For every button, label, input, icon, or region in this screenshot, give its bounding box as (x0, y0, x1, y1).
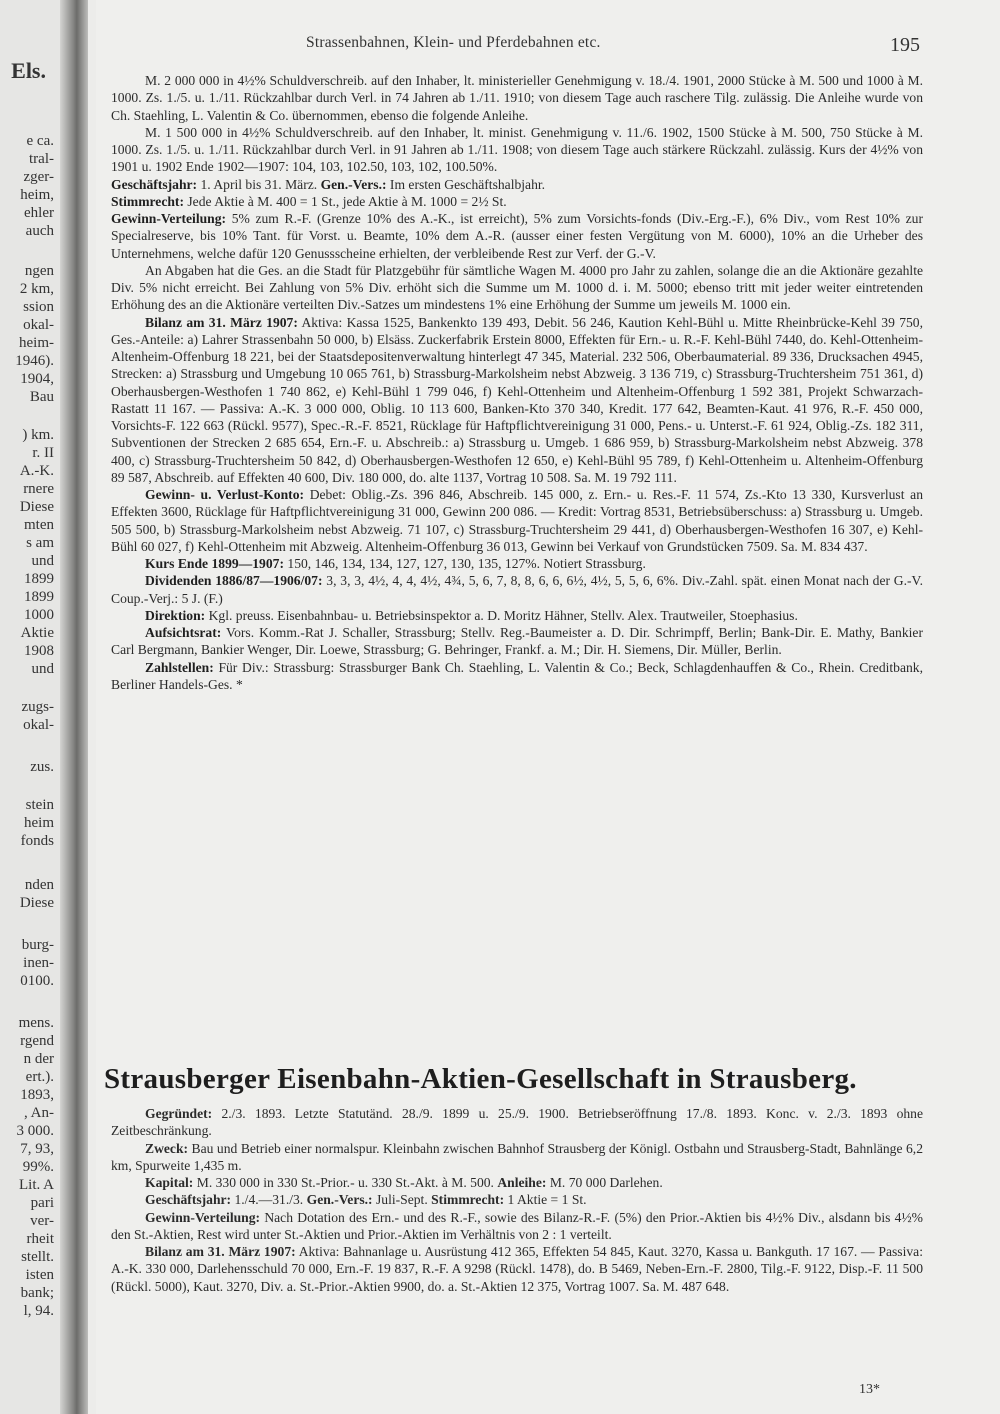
paying-agents-entry: Zahlstellen: Für Div.: Strassburg: Strassburger Bank Ch. Staehling, L. Valentin & Co.; Beck, Schlagdenhauffen & Co., Rhein. Creditbank, Berliner Handels-Ges. * (111, 659, 923, 692)
margin-fragment: 1908 (24, 643, 54, 659)
margin-fragment: tral- (29, 151, 54, 167)
margin-fragment: r. II (32, 445, 54, 461)
supervisory-board-entry: Aufsichtsrat: Vors. Komm.-Rat J. Schaller, Strassburg; Stellv. Reg.-Baumeister a. D. Dir. Schrimpff, Berlin; Bank-Dir. E. Mathy, Bankier Carl Bergmann, Bankier Wenger, Dir. Loewe, Strassburg; G. Behringer, Frankf. a. M.; Dir. H. Siemens, Dir. Müller, Berlin. (111, 625, 923, 658)
margin-fragment: auch (25, 223, 54, 239)
margin-fragment: , An- (24, 1105, 54, 1121)
margin-fragment: stein (25, 797, 54, 813)
levies-paragraph: An Abgaben hat die Ges. an die Stadt für Platzgebühr für sämtliche Wagen M. 4000 pro Jahr zu zahlen, solange die an die Aktionäre gezahlte Div. 5% nicht erreicht. Bei Zahlung von 5% Div. erhöht sich die Summe um M. 1000 d. i. M. 5000; ebenso tritt mit jeder weiter eintretenden Erhöhung des an die Aktionäre verteilten Div.-Satzes um mindestens 1% eine Erhöhung der Summe um jeweils M. 1000 ein. (111, 262, 923, 313)
margin-fragment: 0100. (20, 973, 54, 989)
margin-fragment: rnere (23, 481, 54, 497)
share-price-entry: Kurs Ende 1899—1907: 150, 146, 134, 134, 127, 127, 130, 135, 127%. Notiert Strassburg. (145, 556, 646, 571)
section-title-strausberg: Strausberger Eisenbahn-Aktien-Gesellschaft in Strausberg. (104, 1063, 857, 1095)
margin-fragment: zger- (23, 169, 54, 185)
capital-entry: Kapital: M. 330 000 in 330 St.-Prior.- u. 330 St.-Akt. à M. 500. Anleihe: M. 70 000 Darlehen. (145, 1175, 663, 1190)
margin-fragment: okal- (23, 317, 54, 333)
margin-fragment: Lit. A (18, 1177, 54, 1193)
margin-fragment: 1899 (24, 571, 54, 587)
margin-fragment: Bau (29, 389, 54, 405)
margin-fragment: nden (24, 877, 54, 893)
margin-fragment: 3 000. (16, 1123, 54, 1139)
founded-entry: Gegründet: 2./3. 1893. Letzte Statutänd. 28./9. 1899 u. 25./9. 1900. Betriebseröffnung 17./8. 1893. Konc. v. 2./3. 1893 ohne Zeitbeschränkung. (111, 1106, 923, 1139)
margin-fragment: ngen (24, 263, 54, 279)
book-gutter-shadow (60, 0, 88, 1414)
margin-fragment: und (31, 553, 54, 569)
margin-fragment: heim (24, 815, 54, 831)
margin-fragment: bank; (20, 1285, 54, 1301)
margin-fragment: ver- (30, 1213, 54, 1229)
margin-fragment: burg- (21, 937, 54, 953)
page-number: 195 (890, 34, 920, 56)
margin-fragment: Diese (19, 499, 54, 515)
document-page (96, 0, 1000, 1414)
margin-fragment: 2 km, (19, 281, 54, 297)
margin-fragment: und (31, 661, 54, 677)
margin-fragment: rheit (26, 1231, 54, 1247)
margin-fragment: Els. (11, 58, 46, 83)
margin-fragment: rgend (20, 1033, 54, 1049)
signature-mark: 13* (859, 1382, 880, 1397)
margin-fragment: 1000 (24, 607, 54, 623)
fiscal-year-entry-2: Geschäftsjahr: 1./4.—31./3. Gen.-Vers.: Juli-Sept. Stimmrecht: 1 Aktie = 1 St. (145, 1192, 587, 1208)
margin-fragment: l, 94. (23, 1303, 54, 1319)
adjacent-page-margin (0, 0, 60, 1414)
section-strausberger-eisenbahn (111, 1105, 923, 1295)
margin-fragment: 1893, (20, 1087, 54, 1103)
margin-fragment: A.-K. (19, 463, 54, 479)
section-strassburg-strassenbahn (111, 72, 923, 693)
management-entry: Direktion: Kgl. preuss. Eisenbahnbau- u. Betriebsinspektor a. D. Moritz Hähner, Stellv. Alex. Trautweiler, Stoephasius. (145, 607, 798, 623)
margin-fragment: isten (25, 1267, 54, 1283)
profit-loss-entry: Gewinn- u. Verlust-Konto: Debet: Oblig.-Zs. 396 846, Abschreib. 145 000, z. Ern.- u. Res.-F. 11 574, Zs.-Kto 13 330, Kursverlust an Effekten 3600, Rücklage für Haftpflichtvereinigung 31 000, Gewinn 200 086. — Kredit: Vortrag 8531, Betriebsüberschuss: a) Strassburg u. Umgeb. 505 500, b) Strassburg-Markolsheim nebst Abzweig. 71 107, c) Strassburg-Truchtersheim 29 441, d) Oberhausbergen-Westhofen 16 307, e) Kehl-Bühl 60 027, f) Kehl-Ottenheim mit Abzweig. Altenheim-Offenburg 36 013, Gewinn bei Verkauf von Grundstücken 7509. Sa. M. 834 437. (111, 487, 923, 554)
fiscal-year-entry: Geschäftsjahr: 1. April bis 31. März. Gen.-Vers.: Im ersten Geschäftshalbjahr. (111, 176, 546, 192)
margin-fragment: ert.). (25, 1069, 54, 1085)
margin-fragment: ssion (23, 299, 54, 315)
margin-fragment: 1899 (24, 589, 54, 605)
margin-fragment: 1946). (15, 353, 54, 369)
margin-fragment: zus. (30, 759, 54, 775)
margin-fragment: zugs- (21, 699, 54, 715)
margin-fragment: n der (23, 1051, 54, 1067)
margin-fragment: Diese (19, 895, 54, 911)
profit-distribution-entry-2: Gewinn-Verteilung: Nach Dotation des Ern.- und des R.-F., sowie des Bilanz-R.-F. (5%) den Prior.-Aktien bis 4½% Div., alsdann bis 4½% den St.-Aktien, Rest wird unter St.-Aktien und Prior.-Aktien im Verhältnis von 2 : 1 verteilt. (111, 1209, 923, 1242)
margin-fragment: mens. (18, 1015, 54, 1031)
margin-fragment: ) km. (22, 427, 54, 443)
bond-paragraph-1901: M. 2 000 000 in 4½% Schuldverschreib. auf den Inhaber, lt. ministerieller Genehmigung v. 18./4. 1901, 2000 Stücke à M. 500 und 1000 à M. 1000. Zs. 1./5. u. 1./11. Rückzahlbar durch Verl. in 74 Jahren ab 1./11. 1910; von diesem Tage auch raschere Tilg. zulässig. Die Anleihe wurde von Ch. Staehling, L. Valentin & Co. übernommen, ebenso die folgende Anleihe. (111, 73, 923, 123)
profit-distribution-entry: Gewinn-Verteilung: 5% zum R.-F. (Grenze 10% des A.-K., ist erreicht), 5% zum Vorsichts-fonds (Div.-Erg.-F.), 6% Div., vom Rest 10% zur Specialreserve, bis 10% Tant. für Vorst. u. Beamte, 10% dem A.-R. (ausser einer festen Vergütung von M. 6000), 10% an die Urheber des Unternehmens, welche dafür 120 Genussscheine erhielten, der verbleibende Rest zur Verf. der G.-V. (111, 211, 923, 261)
margin-fragment: heim, (20, 187, 54, 203)
balance-sheet-entry: Bilanz am 31. März 1907: Aktiva: Kassa 1525, Bankenkto 139 493, Debit. 56 246, Kaution Kehl-Bühl u. Mitte Rheinbrücke-Kehl 39 750, Ges.-Anteile: a) Lahrer Strassenbahn 50 000, b) Elsäss. Zuckerfabrik Erstein 8000, Effekten für Ern.- u. R.-F. Kehl-Bühl 7440, do. Kehl-Ottenheim-Altenheim-Offenburg 18 221, bei der Staatsdepositenverwaltung hinterlegt 47 345, Material. 232 506, Oberbaumaterial. 89 336, Drucksachen 4945, Strecken: a) Strassburg und Umgebung 10 065 761, b) Strassburg-Markolsheim nebst Abzweig. 3 136 719, c) Strassburg-Truchtersheim 751 361, d) Oberhausbergen-Westhofen 1 740 862, e) Kehl-Bühl 1 799 046, f) Kehl-Ottenheim und Altenheim-Offenburg 1 592 381, Projekt Schwarzach-Rastatt 11 167. — Passiva: A.-K. 3 000 000, Oblig. 10 113 600, Banken-Kto 370 340, Kredit. 177 642, Beamten-Kaut. 41 976, R.-F. 450 000, Vorsichts-F. 122 663 (Rückl. 9577), Spec.-R.-F. 8521, Rücklage für Haftpflichtvereinigung 31 000, Pens.- u. Unterst.-F. 61 924, Oblig.-Zs. 182 311, Subventionen der Strecken 2 685 654, Ern.-F. u. Abschreib.: a) Strassburg u. Umgeb. 1 686 959, b) Strassburg-Markolsheim nebst Abzweig. 378 400, c) Strassburg-Truchtersheim 50 842, d) Oberhausbergen-Westhofen 12 650, e) Kehl-Bühl 95 789, f) Kehl-Ottenheim u. Altenheim-Offenburg 89 587, Abschreib. auf Effekten 40 600, Div. 180 000, do. alte 1137, Vortrag 10 508. Sa. M. 19 792 111. (111, 314, 923, 485)
voting-rights-entry: Stimmrecht: Jede Aktie à M. 400 = 1 St., jede Aktie à M. 1000 = 2½ St. (111, 193, 507, 209)
bond-paragraph-1902: M. 1 500 000 in 4½% Schuldverschreib. auf den Inhaber, lt. minist. Genehmigung v. 11./6. 1902, 1500 Stücke à M. 500, 750 Stücke à M. 1000. Zs. 1./5. u. 1./11. Rückzahlbar durch Verl. in 91 Jahren ab 1./11. 1908; von diesem Tage auch stärkere Rückzahl. zulässig. Kurs der 4½% von 1901 u. 1902 Ende 1902—1907: 104, 103, 102.50, 103, 102, 100.50%. (111, 124, 923, 175)
dividends-entry: Dividenden 1886/87—1906/07: 3, 3, 3, 4½, 4, 4, 4½, 4¾, 5, 6, 7, 8, 8, 6, 6, 6½, 4½, 5, 5, 6, 6%. Div.-Zahl. spät. einen Monat nach der G.-V. Coup.-Verj.: 5 J. (F.) (111, 573, 923, 606)
margin-fragment: 99%. (22, 1159, 54, 1175)
margin-fragment: stellt. (21, 1249, 54, 1265)
margin-fragment: pari (30, 1195, 54, 1211)
purpose-entry: Zweck: Bau und Betrieb einer normalspur. Kleinbahn zwischen Bahnhof Strausberg der Königl. Ostbahn und Strausberg-Stadt, Bahnlänge 6,2 km, Spurweite 1,435 m. (111, 1140, 923, 1173)
margin-fragment: okal- (23, 717, 54, 733)
balance-sheet-entry-2: Bilanz am 31. März 1907: Aktiva: Bahnanlage u. Ausrüstung 412 365, Effekten 54 845, Kaut. 3270, Kassa u. Bankguth. 17 167. — Passiva: A.-K. 330 000, Darlehensschuld 70 000, Ern.-F. 19 837, R.-F. A 9298 (Rückl. 1478), do. B 5469, Neben-Ern.-F. 2800, Tilg.-F. 9122, Disp.-F. 11 500 (Rückl. 5000), Kaut. 3270, Div. a. St.-Prior.-Aktien 9900, do. a. St.-Aktien 12 375, Vortrag 1007. Sa. M. 487 648. (111, 1244, 923, 1294)
margin-fragment: 7, 93, (20, 1141, 54, 1157)
margin-fragment: fonds (20, 833, 54, 849)
margin-fragment: heim- (19, 335, 54, 351)
margin-fragment: Aktie (20, 625, 54, 641)
margin-fragment: mten (24, 517, 54, 533)
margin-fragment: 1904, (20, 371, 54, 387)
margin-fragment: inen- (23, 955, 54, 971)
running-title: Strassenbahnen, Klein- und Pferdebahnen etc. (306, 34, 601, 51)
margin-fragment: e ca. (26, 133, 54, 149)
margin-fragment: s am (26, 535, 54, 551)
margin-fragment: ehler (24, 205, 54, 221)
